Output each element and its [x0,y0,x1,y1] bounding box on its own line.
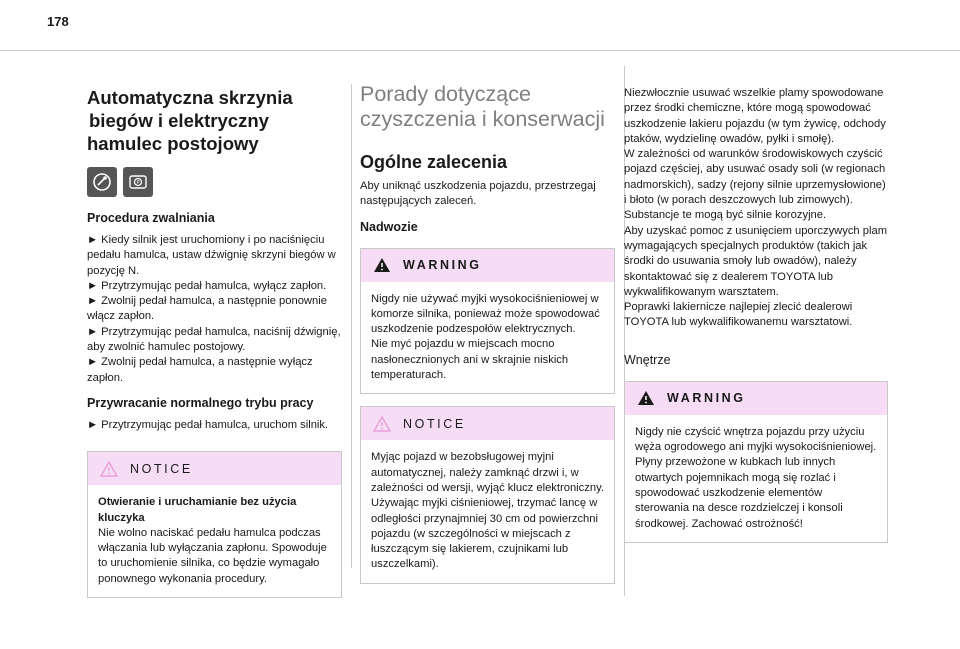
notice-header [361,407,614,440]
svg-text:P: P [136,180,140,186]
notice-box [360,406,615,583]
section-title-line: biegów i elektryczny [89,110,269,131]
warning-icon [637,390,655,406]
section-title: Porady dotyczące czyszczenia i konserwacji [360,82,605,131]
notice-title: NOTICE [130,461,193,476]
column-3 [624,84,888,543]
top-rule [0,50,960,51]
heading-normal-mode: Przywracanie normalnego trybu pracy [87,395,314,410]
heading-bodywork: Nadwozie [360,219,418,234]
notice-bold-text: Otwieranie i uruchamianie bez użycia kluczyka [98,496,297,524]
stain-removal-text: Niezwłocznie usuwać wszelkie plamy spowodowane przez środki chemiczne, które mogą spowodować uszkodzenie lakieru pojazdu (w tym żywicę, odchody ptaków, wydzielinę owadów, pyłki i smołę). W zależności od warunków środowiskowych czyścić pojazd częściej, aby usuwać osady soli (w regionach nadmorskich), sadzy (rejony silnie uprzemysłowione) i błoto (w porach deszczowych lub zimowych). Substancje te mogą być silnie korozyjne. Aby uzyskać pomoc z usunięciem uporczywych plam wymagających specjalnych produktów (takich jak środki do usuwania smoły lub owadów), należy skontaktować się z dealerem TOYOTA lub wykwalifikowanym warsztatem. Poprawki lakiernicze najlepiej zlecić dealerowi TOYOTA lub wykwalifikowanemu warsztatowi. [624,87,888,329]
heading-interior: Wnętrze [624,352,671,367]
page-number: 178 [47,14,69,29]
warning-header [361,249,614,282]
heading-release-procedure: Procedura zwalniania [87,211,215,225]
subsection-title: Ogólne zalecenia [360,152,508,172]
notice-text: Nie wolno naciskać pedału hamulca podczas włączania lub wyłączania zapłonu. Spowoduje to uruchomienie silnika, co będzie wymagało ponownego wykonania procedury. [98,526,327,585]
notice-icon [373,416,391,432]
notice-title: NOTICE [403,416,466,431]
warning-body [361,282,614,394]
text-box [624,84,888,337]
warning-body [625,415,887,542]
section-title [87,86,342,155]
warning-title: WARNING [667,391,746,406]
warning-text: Nigdy nie używać myjki wysokociśnieniowej w komorze silnika, ponieważ może spowodować uszkodzenie podzespołów elektrycznych. Nie myć pojazdu w miejscach mocno nasłonecznionych ani w skrajnie niskich temperaturach. [371,292,600,382]
notice-header [88,452,341,485]
section-title-line: Automatyczna skrzynia [87,87,293,108]
release-steps: ► Kiedy silnik jest uruchomiony i po naciśnięciu pedału hamulca, ustaw dźwignię skrzyni biegów w pozycję N. ► Przytrzymując pedał hamulca, wyłącz zapłon. ► Zwolnij pedał hamulca, a następnie ponownie włącz zapłon. ► Przytrzymując pedał hamulca, naciśnij dźwignię, aby zwolnić hamulec postojowy. ► Zwolnij pedał hamulca, a następnie wyłącz zapłon. [87,234,341,384]
notice-body [88,485,341,597]
section-title-line: hamulec postojowy [87,133,259,154]
parking-brake-icon [123,167,153,197]
column-2 [360,62,615,584]
column-1 [87,62,342,598]
warning-box [360,248,615,395]
intro-text: Aby uniknąć uszkodzenia pojazdu, przestrzegaj następujących zaleceń. [360,180,596,208]
brake-pedal-icon [87,167,117,197]
notice-text: Myjąc pojazd w bezobsługowej myjni automatycznej, należy zamknąć drzwi i, w zależności od wersji, wyjąć klucz elektroniczny. Używając myjki ciśnieniowej, trzymać lancę w odległości przynajmniej 30 cm od powierzchni pojazdu (w szczególności w miejscach z łuszczącym się lakierem, czujnikami lub uszczelkami). [371,451,604,571]
notice-icon [100,461,118,477]
warning-header [625,382,887,415]
warning-box [624,381,888,543]
icon-row [87,167,342,197]
warning-title: WARNING [403,258,482,273]
warning-text: Nigdy nie czyścić wnętrza pojazdu przy użyciu węża ogrodowego ani myjki wysokociśnieniowej. Płyny przewożone w kubkach lub innych otwartych pojemnikach mogą się rozlać i spowodować uszkodzenie elementów sterowania na desce rozdzielczej i konsoli środkowej. Zachować ostrożność! [635,425,877,530]
normal-mode-text: ► Przytrzymując pedał hamulca, uruchom silnik. [87,418,329,431]
column-divider [351,84,352,568]
notice-box [87,451,342,598]
warning-icon [373,257,391,273]
notice-body [361,440,614,582]
